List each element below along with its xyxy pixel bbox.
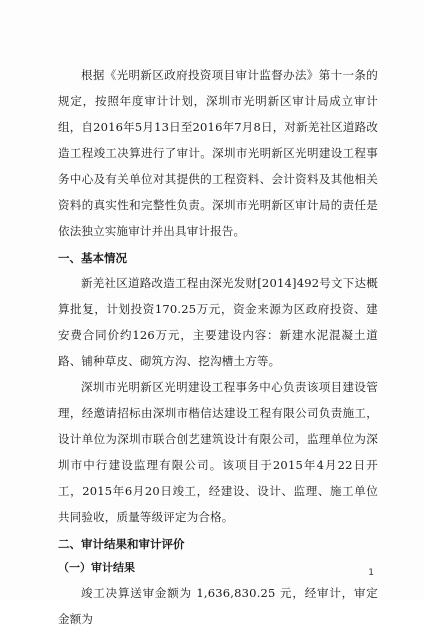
basic-info-paragraph-2: 深圳市光明新区光明建设工程事务中心负责该项目建设管理，经邀请招标由深圳市楷信达建设工程有限公司负责施工，设计单位为深圳市联合创艺建筑设计有限公司，监理单位为深圳市中行建设监理有限公司。该项目于2015年4月22日开工，2015年6月20日竣工，经建设、设计、监理、施工单位共同验收，质量等级评定为合格。 <box>58 380 378 524</box>
audit-result-paragraph: 竣工决算送审金额为 1,636,830.25 元，经审计，审定金额为 <box>58 586 378 626</box>
intro-paragraph: 根据《光明新区政府投资项目审计监督办法》第十一条的规定，按照年度审计计划，深圳市光明新区审计局成立审计组，自2016年5月13日至2016年7月8日，对新羌社区道路改造工程竣工决算进行了审计。深圳市光明新区光明建设工程事务中心及有关单位对其提供的工程资料、会计资料及其他相关资料的真实性和完整性负责。深圳市光明新区审计局的责任是依法独立实施审计并出具审计报告。 <box>58 68 379 238</box>
page-number: 1 <box>368 568 374 578</box>
document-body <box>58 62 378 632</box>
basic-info-paragraph-1: 新羌社区道路改造工程由深光发财[2014]492号文下达概算批复，计划投资170.25万元，资金来源为区政府投资、建安费合同价约126万元，主要建设内容：新建水泥混凝土道路、铺种草皮、砌筑方沟、挖沟槽土方等。 <box>58 276 378 368</box>
sub-heading-audit-result: （一）审计结果 <box>58 561 135 574</box>
section-heading-basic-info: 一、基本情况 <box>58 251 127 265</box>
section-heading-audit-results: 二、审计结果和审计评价 <box>58 537 185 551</box>
